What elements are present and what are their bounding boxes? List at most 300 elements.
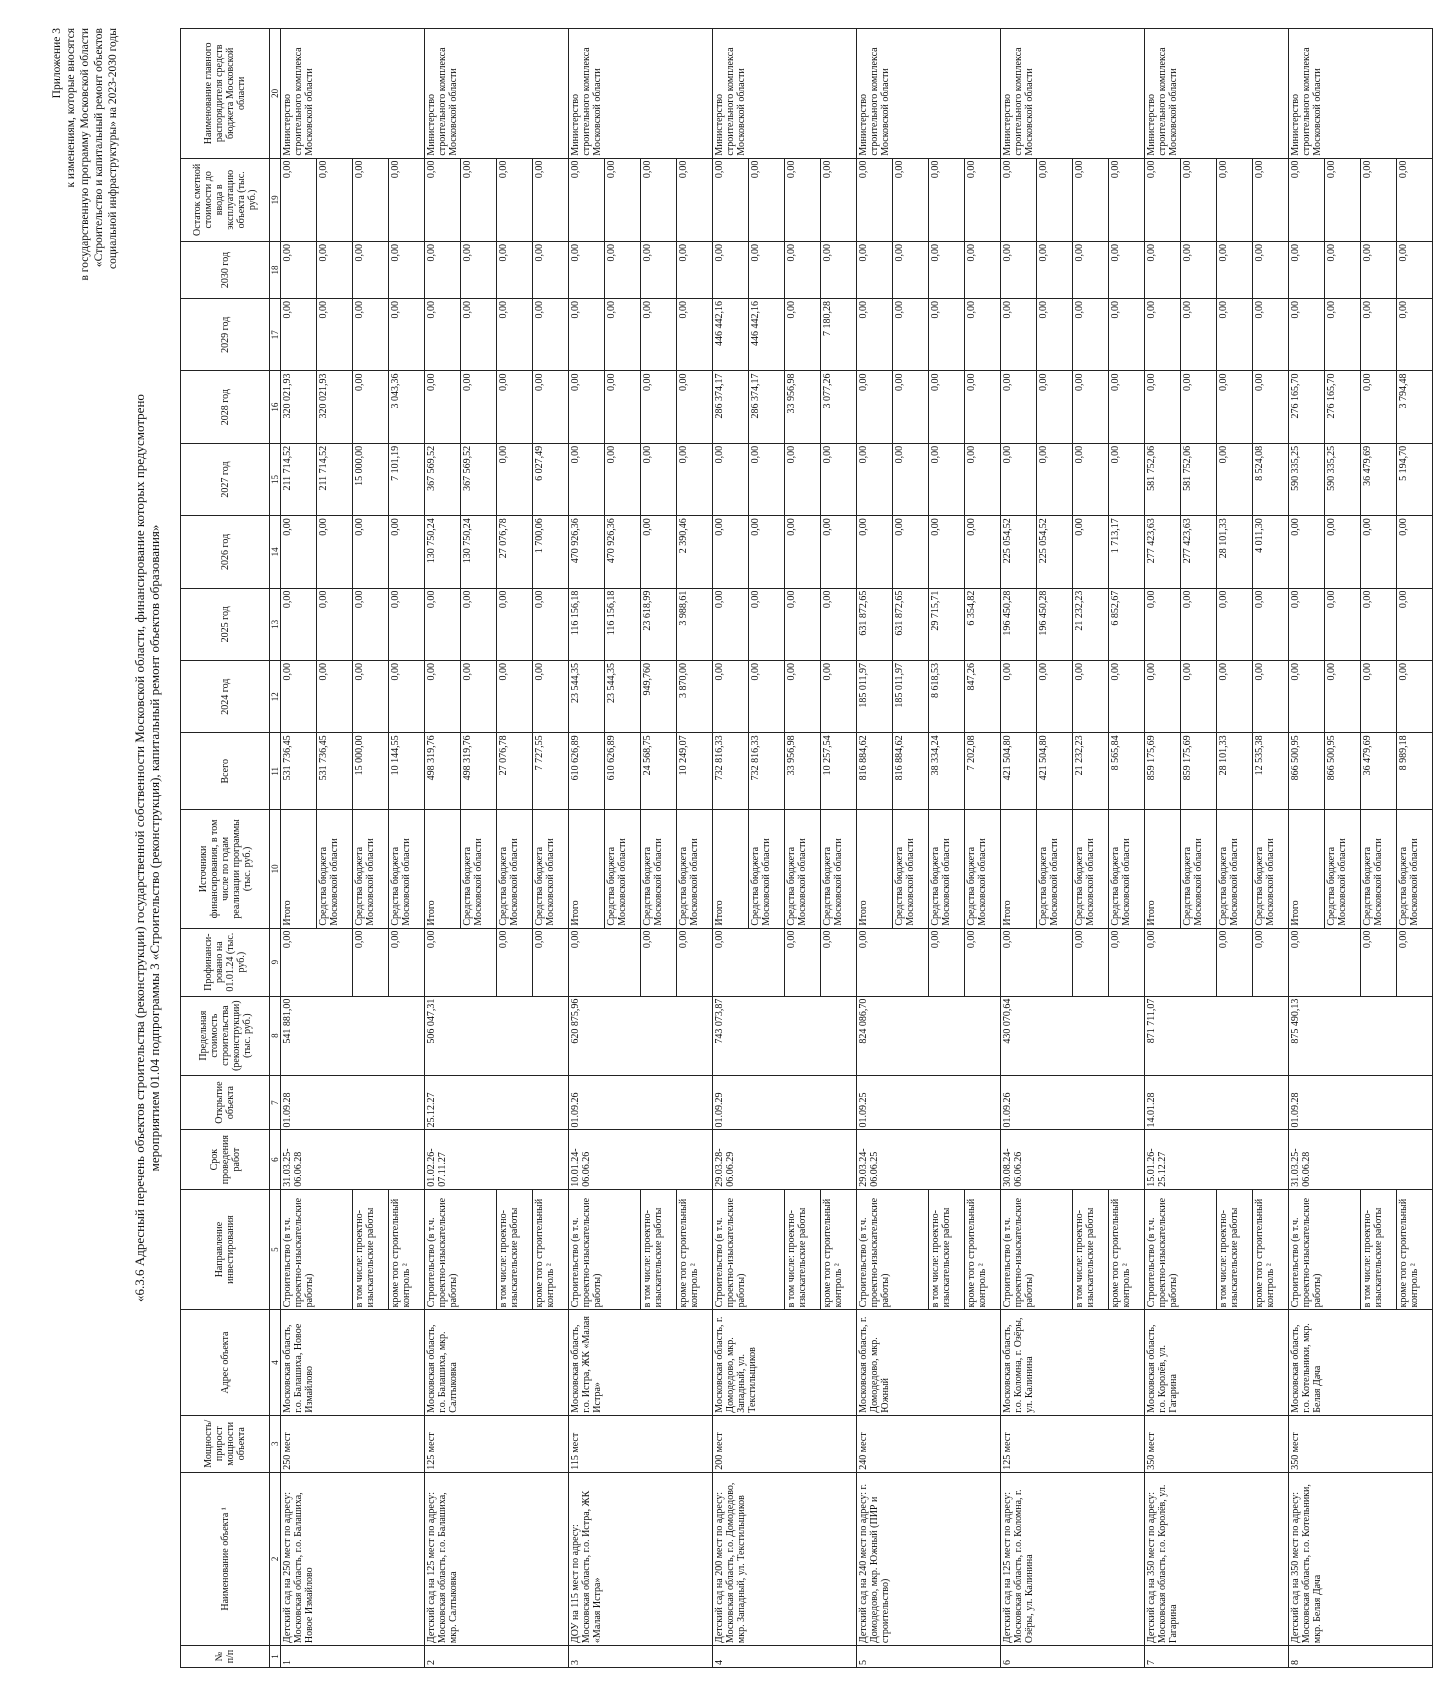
amount-cell: 10 257,54	[821, 733, 857, 810]
work-term: 15.01.26-25.12.27	[1145, 1130, 1289, 1189]
funding-source: Средства бюджета Московской области	[1325, 810, 1361, 928]
amount-cell: 446 442,16	[749, 299, 785, 371]
amount-cell: 446 442,16	[713, 299, 749, 371]
table-row	[713, 29, 749, 1668]
financed-amount: 0,00	[1073, 928, 1109, 996]
amount-cell: 8 618,53	[929, 661, 965, 733]
amount-cell: 211 714,52	[317, 443, 353, 515]
amount-cell: 470 926,36	[569, 516, 605, 588]
object-number: 4	[713, 1646, 857, 1668]
financed-amount: 0,00	[389, 928, 425, 996]
object-capacity: 250 мест	[281, 1415, 425, 1472]
opening-date: 25.12.27	[425, 1075, 569, 1130]
cost-limit: 871 711,07	[1145, 996, 1289, 1075]
amount-cell: 0,00	[965, 242, 1001, 299]
amount-cell: 27 076,78	[497, 516, 533, 588]
amount-cell: 0,00	[1397, 661, 1433, 733]
amount-cell: 320 021,93	[281, 371, 317, 443]
funding-source: Средства бюджета Московской области	[1361, 810, 1397, 928]
amount-cell: 0,00	[461, 661, 497, 733]
column-header: 2028 год	[181, 371, 270, 443]
amount-cell: 10 249,07	[677, 733, 713, 810]
amount-cell: 0,00	[785, 661, 821, 733]
object-name: Детский сад на 240 мест по адресу: г. Домодедово, мкр. Южный (ПИР и строительство)	[857, 1472, 1001, 1645]
object-address: Московская область, г.о. Истра, ЖК «Малая Истра»	[569, 1310, 713, 1415]
cost-limit: 506 047,31	[425, 996, 569, 1075]
funding-source: Итого	[1001, 810, 1037, 928]
amount-cell: 0,00	[1361, 242, 1397, 299]
funding-source: Средства бюджета Московской области	[605, 810, 641, 928]
object-name: Детский сад на 200 мест по адресу: Московская область, г.о. Домодедово, мкр. Западный, ул. Текстильщиков	[713, 1472, 857, 1645]
amount-cell: 24 568,75	[641, 733, 677, 810]
funding-source: Средства бюджета Московской области	[677, 810, 713, 928]
amount-cell: 0,00	[785, 516, 821, 588]
amount-cell: 0,00	[353, 661, 389, 733]
amount-cell: 3 870,00	[677, 661, 713, 733]
amount-cell: 0,00	[677, 242, 713, 299]
funding-source: Средства бюджета Московской области	[1073, 810, 1109, 928]
amount-cell: 866 500,95	[1325, 733, 1361, 810]
column-header: Предельная стоимость строительства (реконструкции) (тыс. руб.)	[181, 996, 270, 1075]
funding-source: Итого	[857, 810, 893, 928]
amount-cell: 0,00	[1073, 371, 1109, 443]
amount-cell: 0,00	[569, 158, 605, 241]
amount-cell: 0,00	[785, 443, 821, 515]
amount-cell: 0,00	[533, 661, 569, 733]
amount-cell: 0,00	[461, 588, 497, 660]
opening-date: 01.09.25	[857, 1075, 1001, 1130]
column-number: 6	[270, 1130, 281, 1189]
object-capacity: 115 мест	[569, 1415, 713, 1472]
amount-cell: 0,00	[1325, 158, 1361, 241]
amount-cell: 0,00	[821, 443, 857, 515]
object-number: 6	[1001, 1646, 1145, 1668]
amount-cell: 0,00	[965, 443, 1001, 515]
amount-cell: 0,00	[929, 443, 965, 515]
amount-cell: 0,00	[821, 588, 857, 660]
amount-cell: 7 101,19	[389, 443, 425, 515]
amount-cell: 0,00	[1181, 588, 1217, 660]
amount-cell: 0,00	[857, 516, 893, 588]
amount-cell: 0,00	[1289, 516, 1325, 588]
amount-cell: 0,00	[281, 588, 317, 660]
amount-cell: 0,00	[281, 158, 317, 241]
funding-source: Итого	[569, 810, 605, 928]
amount-cell: 0,00	[641, 242, 677, 299]
table-row	[569, 29, 605, 1668]
amount-cell: 0,00	[1397, 516, 1433, 588]
funding-source: Средства бюджета Московской области	[929, 810, 965, 928]
amount-cell: 0,00	[425, 299, 461, 371]
amount-cell: 196 450,28	[1037, 588, 1073, 660]
column-number: 20	[270, 29, 281, 159]
amount-cell: 277 423,63	[1181, 516, 1217, 588]
funding-source: Средства бюджета Московской области	[749, 810, 785, 928]
address-list-table-wrap	[180, 28, 1433, 1668]
amount-cell: 0,00	[533, 371, 569, 443]
object-number: 7	[1145, 1646, 1289, 1668]
object-address: Московская область, г.о. Балашиха, мкр. Салтыковка	[425, 1310, 569, 1415]
amount-cell: 0,00	[497, 443, 533, 515]
cost-limit: 824 086,70	[857, 996, 1001, 1075]
amount-cell: 0,00	[1073, 516, 1109, 588]
amount-cell: 0,00	[1145, 158, 1181, 241]
investment-direction: кроме того строительный контроль ²	[677, 1189, 713, 1310]
amount-cell: 6 354,82	[965, 588, 1001, 660]
financed-amount: 0,00	[713, 928, 785, 996]
column-number: 10	[270, 810, 281, 928]
funding-source: Средства бюджета Московской области	[1397, 810, 1433, 928]
amount-cell: 859 175,69	[1181, 733, 1217, 810]
amount-cell: 0,00	[1253, 242, 1289, 299]
investment-direction: в том числе: проектно-изыскательские работы	[1217, 1189, 1253, 1310]
amount-cell: 0,00	[317, 516, 353, 588]
document-title	[132, 88, 162, 1608]
amount-cell: 0,00	[533, 158, 569, 241]
amount-cell: 0,00	[1361, 158, 1397, 241]
amount-cell: 0,00	[857, 371, 893, 443]
amount-cell: 0,00	[497, 371, 533, 443]
work-term: 29.03.28-06.06.29	[713, 1130, 857, 1189]
amount-cell: 498 319,76	[425, 733, 461, 810]
amount-cell: 0,00	[569, 443, 605, 515]
amount-cell: 286 374,17	[749, 371, 785, 443]
financed-amount: 0,00	[821, 928, 857, 996]
financed-amount: 0,00	[965, 928, 1001, 996]
object-name: Детский сад на 250 мест по адресу: Московская область, г.о. Балашиха, Новое Измайлово	[281, 1472, 425, 1645]
appendix-line: Приложение 3	[51, 28, 63, 99]
amount-cell: 470 926,36	[605, 516, 641, 588]
amount-cell: 33 956,98	[785, 733, 821, 810]
funding-source: Средства бюджета Московской области	[965, 810, 1001, 928]
column-header: 2027 год	[181, 443, 270, 515]
amount-cell: 1 713,17	[1109, 516, 1145, 588]
amount-cell: 1 700,06	[533, 516, 569, 588]
amount-cell: 0,00	[569, 371, 605, 443]
amount-cell: 0,00	[353, 588, 389, 660]
amount-cell: 0,00	[461, 158, 497, 241]
amount-cell: 0,00	[929, 242, 965, 299]
amount-cell: 0,00	[1217, 443, 1253, 515]
amount-cell: 0,00	[1397, 588, 1433, 660]
amount-cell: 23 618,99	[641, 588, 677, 660]
amount-cell: 4 011,30	[1253, 516, 1289, 588]
amount-cell: 581 752,06	[1145, 443, 1181, 515]
financed-amount: 0,00	[1289, 928, 1361, 996]
amount-cell: 610 626,89	[569, 733, 605, 810]
amount-cell: 0,00	[1325, 661, 1361, 733]
amount-cell: 10 144,55	[389, 733, 425, 810]
amount-cell: 0,00	[785, 299, 821, 371]
amount-cell: 0,00	[821, 516, 857, 588]
amount-cell: 0,00	[1325, 588, 1361, 660]
amount-cell: 0,00	[1181, 242, 1217, 299]
amount-cell: 225 054,52	[1001, 516, 1037, 588]
amount-cell: 0,00	[749, 516, 785, 588]
header-row	[181, 29, 270, 1668]
cost-limit: 620 875,96	[569, 996, 713, 1075]
amount-cell: 0,00	[1145, 588, 1181, 660]
cost-limit: 875 490,13	[1289, 996, 1433, 1075]
amount-cell: 0,00	[317, 158, 353, 241]
amount-cell: 0,00	[749, 158, 785, 241]
amount-cell: 23 544,35	[569, 661, 605, 733]
amount-cell: 0,00	[461, 242, 497, 299]
amount-cell: 0,00	[281, 516, 317, 588]
amount-cell: 0,00	[821, 242, 857, 299]
amount-cell: 0,00	[749, 242, 785, 299]
object-capacity: 125 мест	[1001, 1415, 1145, 1472]
column-number-row	[270, 29, 281, 1668]
amount-cell: 0,00	[533, 588, 569, 660]
amount-cell: 0,00	[785, 242, 821, 299]
cost-limit: 743 073,87	[713, 996, 857, 1075]
amount-cell: 0,00	[1253, 299, 1289, 371]
amount-cell: 0,00	[1397, 299, 1433, 371]
object-number: 1	[281, 1646, 425, 1668]
funding-source: Средства бюджета Московской области	[1109, 810, 1145, 928]
amount-cell: 5 194,70	[1397, 443, 1433, 515]
amount-cell: 0,00	[929, 516, 965, 588]
appendix-header	[50, 28, 124, 1668]
investment-direction: кроме того строительный контроль ²	[1397, 1189, 1433, 1310]
amount-cell: 590 335,25	[1289, 443, 1325, 515]
object-address: Московская область, г.о. Коломна, г. Озёры, ул. Калинина	[1001, 1310, 1145, 1415]
amount-cell: 0,00	[389, 516, 425, 588]
opening-date: 14.01.28	[1145, 1075, 1289, 1130]
amount-cell: 0,00	[1109, 443, 1145, 515]
column-header: Источники финансирования, в том числе по годам реализации программы (тыс. руб.)	[181, 810, 270, 928]
object-address: Московская область, г.о. Котельники, мкр. Белая Дача	[1289, 1310, 1433, 1415]
amount-cell: 0,00	[965, 516, 1001, 588]
work-term: 01.02.26-07.11.27	[425, 1130, 569, 1189]
amount-cell: 8 524,08	[1253, 443, 1289, 515]
object-address: Московская область, г. Домодедово, мкр. Западный, ул. Текстильщиков	[713, 1310, 857, 1415]
amount-cell: 816 884,62	[893, 733, 929, 810]
amount-cell: 0,00	[1073, 242, 1109, 299]
amount-cell: 0,00	[1109, 242, 1145, 299]
amount-cell: 0,00	[1253, 158, 1289, 241]
column-header: 2025 год	[181, 588, 270, 660]
column-number: 9	[270, 928, 281, 996]
amount-cell: 0,00	[533, 299, 569, 371]
amount-cell: 36 479,69	[1361, 443, 1397, 515]
amount-cell: 0,00	[929, 158, 965, 241]
amount-cell: 0,00	[641, 371, 677, 443]
funding-source: Средства бюджета Московской области	[1037, 810, 1073, 928]
funding-source: Средства бюджета Московской области	[785, 810, 821, 928]
amount-cell: 0,00	[1289, 299, 1325, 371]
column-header: 2029 год	[181, 299, 270, 371]
amount-cell: 0,00	[1361, 516, 1397, 588]
budget-manager: Министерство строительного комплекса Московской области	[1145, 29, 1289, 159]
funding-source: Итого	[1289, 810, 1325, 928]
table-row	[1289, 29, 1325, 1668]
investment-direction: Строительство (в т.ч. проектно-изыскательские работы)	[425, 1189, 497, 1310]
amount-cell: 367 569,52	[461, 443, 497, 515]
object-capacity: 125 мест	[425, 1415, 569, 1472]
amount-cell: 0,00	[317, 299, 353, 371]
object-address: Московская область, г. Домодедово, мкр. Южный	[857, 1310, 1001, 1415]
object-capacity: 240 мест	[857, 1415, 1001, 1472]
amount-cell: 367 569,52	[425, 443, 461, 515]
amount-cell: 196 450,28	[1001, 588, 1037, 660]
financed-amount: 0,00	[1253, 928, 1289, 996]
amount-cell: 0,00	[1289, 588, 1325, 660]
amount-cell: 0,00	[1289, 242, 1325, 299]
amount-cell: 29 715,71	[929, 588, 965, 660]
funding-source: Итого	[425, 810, 461, 928]
amount-cell: 0,00	[1001, 299, 1037, 371]
object-number: 8	[1289, 1646, 1433, 1668]
financed-amount: 0,00	[1397, 928, 1433, 996]
investment-direction: Строительство (в т.ч. проектно-изыскательские работы)	[281, 1189, 353, 1310]
investment-direction: кроме того строительный контроль ²	[965, 1189, 1001, 1310]
opening-date: 01.09.26	[569, 1075, 713, 1130]
amount-cell: 816 884,62	[857, 733, 893, 810]
object-name: Детский сад на 350 мест по адресу: Московская область, г.о. Королёв, ул. Гагарина	[1145, 1472, 1289, 1645]
amount-cell: 631 872,65	[893, 588, 929, 660]
amount-cell: 3 077,26	[821, 371, 857, 443]
amount-cell: 0,00	[677, 158, 713, 241]
amount-cell: 0,00	[605, 299, 641, 371]
funding-source: Итого	[281, 810, 317, 928]
amount-cell: 8 565,84	[1109, 733, 1145, 810]
investment-direction: в том числе: проектно-изыскательские работы	[641, 1189, 677, 1310]
address-list-table	[180, 28, 1433, 1668]
amount-cell: 8 989,18	[1397, 733, 1433, 810]
amount-cell: 0,00	[641, 299, 677, 371]
table-row	[1145, 29, 1181, 1668]
investment-direction: Строительство (в т.ч. проектно-изыскательские работы)	[857, 1189, 929, 1310]
amount-cell: 0,00	[389, 299, 425, 371]
column-number: 1	[270, 1646, 281, 1668]
amount-cell: 0,00	[317, 588, 353, 660]
amount-cell: 0,00	[1217, 371, 1253, 443]
amount-cell: 631 872,65	[857, 588, 893, 660]
amount-cell: 0,00	[1001, 158, 1037, 241]
amount-cell: 0,00	[857, 299, 893, 371]
amount-cell: 0,00	[713, 443, 749, 515]
amount-cell: 0,00	[425, 242, 461, 299]
amount-cell: 0,00	[353, 516, 389, 588]
amount-cell: 15 000,00	[353, 443, 389, 515]
column-header: Остаток сметной стоимости до ввода в эксплуатацию объекта (тыс. руб.)	[181, 158, 270, 241]
amount-cell: 0,00	[1037, 371, 1073, 443]
amount-cell: 0,00	[605, 242, 641, 299]
amount-cell: 36 479,69	[1361, 733, 1397, 810]
amount-cell: 0,00	[1217, 158, 1253, 241]
column-number: 8	[270, 996, 281, 1075]
financed-amount: 0,00	[425, 928, 497, 996]
amount-cell: 0,00	[497, 242, 533, 299]
amount-cell: 0,00	[1109, 371, 1145, 443]
column-number: 17	[270, 299, 281, 371]
amount-cell: 0,00	[605, 158, 641, 241]
amount-cell: 949,760	[641, 661, 677, 733]
object-name: Детский сад на 350 мест по адресу: Московская область, г.о. Котельники, мкр. Белая Дача	[1289, 1472, 1433, 1645]
amount-cell: 0,00	[713, 661, 749, 733]
amount-cell: 0,00	[1001, 242, 1037, 299]
financed-amount: 0,00	[353, 928, 389, 996]
table-row	[1001, 29, 1037, 1668]
opening-date: 01.09.28	[1289, 1075, 1433, 1130]
financed-amount: 0,00	[641, 928, 677, 996]
amount-cell: 6 852,67	[1109, 588, 1145, 660]
funding-source: Средства бюджета Московской области	[1217, 810, 1253, 928]
amount-cell: 0,00	[1145, 371, 1181, 443]
amount-cell: 0,00	[1217, 661, 1253, 733]
amount-cell: 531 736,45	[281, 733, 317, 810]
amount-cell: 15 000,00	[353, 733, 389, 810]
amount-cell: 286 374,17	[713, 371, 749, 443]
column-number: 16	[270, 371, 281, 443]
work-term: 31.03.25-06.06.28	[281, 1130, 425, 1189]
table-row	[425, 29, 461, 1668]
amount-cell: 0,00	[893, 242, 929, 299]
amount-cell: 0,00	[1037, 242, 1073, 299]
amount-cell: 0,00	[353, 242, 389, 299]
cost-limit: 430 070,64	[1001, 996, 1145, 1075]
investment-direction: в том числе: проектно-изыскательские работы	[497, 1189, 533, 1310]
amount-cell: 320 021,93	[317, 371, 353, 443]
amount-cell: 0,00	[857, 443, 893, 515]
amount-cell: 0,00	[1073, 299, 1109, 371]
amount-cell: 531 736,45	[317, 733, 353, 810]
investment-direction: в том числе: проектно-изыскательские работы	[929, 1189, 965, 1310]
work-term: 30.08.24-06.06.26	[1001, 1130, 1145, 1189]
column-number: 2	[270, 1472, 281, 1645]
opening-date: 01.09.26	[1001, 1075, 1145, 1130]
amount-cell: 0,00	[1037, 661, 1073, 733]
budget-manager: Министерство строительного комплекса Московской области	[569, 29, 713, 159]
amount-cell: 0,00	[389, 661, 425, 733]
object-address: Московская область, г.о. Королёв, ул. Гагарина	[1145, 1310, 1289, 1415]
column-header: Всего	[181, 733, 270, 810]
funding-source: Средства бюджета Московской области	[821, 810, 857, 928]
amount-cell: 0,00	[569, 242, 605, 299]
amount-cell: 27 076,78	[497, 733, 533, 810]
amount-cell: 3 794,48	[1397, 371, 1433, 443]
amount-cell: 0,00	[1037, 158, 1073, 241]
amount-cell: 0,00	[749, 588, 785, 660]
amount-cell: 0,00	[821, 158, 857, 241]
financed-amount: 0,00	[1217, 928, 1253, 996]
amount-cell: 116 156,18	[605, 588, 641, 660]
column-header: № п/п	[181, 1646, 270, 1668]
financed-amount: 0,00	[1001, 928, 1073, 996]
amount-cell: 0,00	[749, 443, 785, 515]
amount-cell: 130 750,24	[461, 516, 497, 588]
financed-amount: 0,00	[533, 928, 569, 996]
funding-source: Средства бюджета Московской области	[461, 810, 497, 928]
column-number: 19	[270, 158, 281, 241]
amount-cell: 0,00	[317, 242, 353, 299]
column-number: 15	[270, 443, 281, 515]
opening-date: 01.09.29	[713, 1075, 857, 1130]
financed-amount: 0,00	[1361, 928, 1397, 996]
object-name: Детский сад на 125 мест по адресу: Московская область, г.о. Балашиха, мкр. Салтыковка	[425, 1472, 569, 1645]
amount-cell: 0,00	[533, 242, 569, 299]
amount-cell: 610 626,89	[605, 733, 641, 810]
financed-amount: 0,00	[785, 928, 821, 996]
column-number: 11	[270, 733, 281, 810]
amount-cell: 732 816,33	[713, 733, 749, 810]
amount-cell: 0,00	[1145, 242, 1181, 299]
amount-cell: 0,00	[497, 661, 533, 733]
amount-cell: 0,00	[1109, 158, 1145, 241]
financed-amount: 0,00	[857, 928, 929, 996]
